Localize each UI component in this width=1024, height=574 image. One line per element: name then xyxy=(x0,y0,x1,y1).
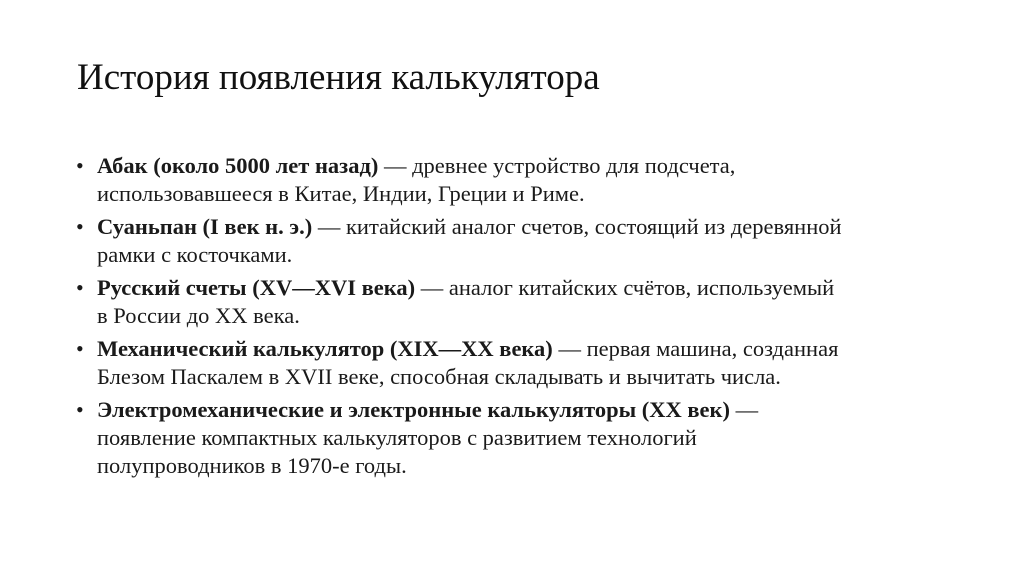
item-line-2: появление компактных калькуляторов с развитием технологий xyxy=(97,425,697,450)
item-line-2: рамки с косточками. xyxy=(97,242,293,267)
list-item xyxy=(76,396,976,480)
item-text: — древнее устройство для подсчета, xyxy=(378,153,736,178)
item-heading: Абак (около 5000 лет назад) xyxy=(97,153,379,178)
list-item xyxy=(76,213,976,269)
item-line-1 xyxy=(97,396,976,424)
slide-title: История появления калькулятора xyxy=(77,57,600,98)
item-line-1 xyxy=(97,152,976,180)
item-line-1 xyxy=(97,213,976,241)
item-text: — аналог китайских счётов, используемый xyxy=(415,275,835,300)
item-line-1 xyxy=(97,274,976,302)
list-item xyxy=(76,152,976,208)
item-line-1 xyxy=(97,335,976,363)
bullet-dot-icon: • xyxy=(76,336,84,361)
item-line-2: Блезом Паскалем в XVII веке, способная складывать и вычитать числа. xyxy=(97,364,781,389)
item-heading: Электромеханические и электронные калькуляторы (XX век) xyxy=(97,397,730,422)
list-item xyxy=(76,335,976,391)
item-text: — первая машина, созданная xyxy=(552,336,839,361)
item-heading: Механический калькулятор (XIX—XX века) xyxy=(97,336,553,361)
item-text: — китайский аналог счетов, состоящий из деревянной xyxy=(312,214,842,239)
item-heading: Суаньпан (I век н. э.) xyxy=(97,214,313,239)
bullet-dot-icon: • xyxy=(76,275,84,300)
item-text: — xyxy=(730,397,759,422)
bullet-list xyxy=(76,152,976,485)
item-line-3: полупроводников в 1970-е годы. xyxy=(97,453,407,478)
bullet-dot-icon: • xyxy=(76,153,84,178)
item-heading: Русский счеты (XV—XVI века) xyxy=(97,275,416,300)
bullet-dot-icon: • xyxy=(76,214,84,239)
item-line-2: в России до XX века. xyxy=(97,303,300,328)
bullet-dot-icon: • xyxy=(76,397,84,422)
item-line-2: использовавшееся в Китае, Индии, Греции и Риме. xyxy=(97,181,585,206)
list-item xyxy=(76,274,976,330)
